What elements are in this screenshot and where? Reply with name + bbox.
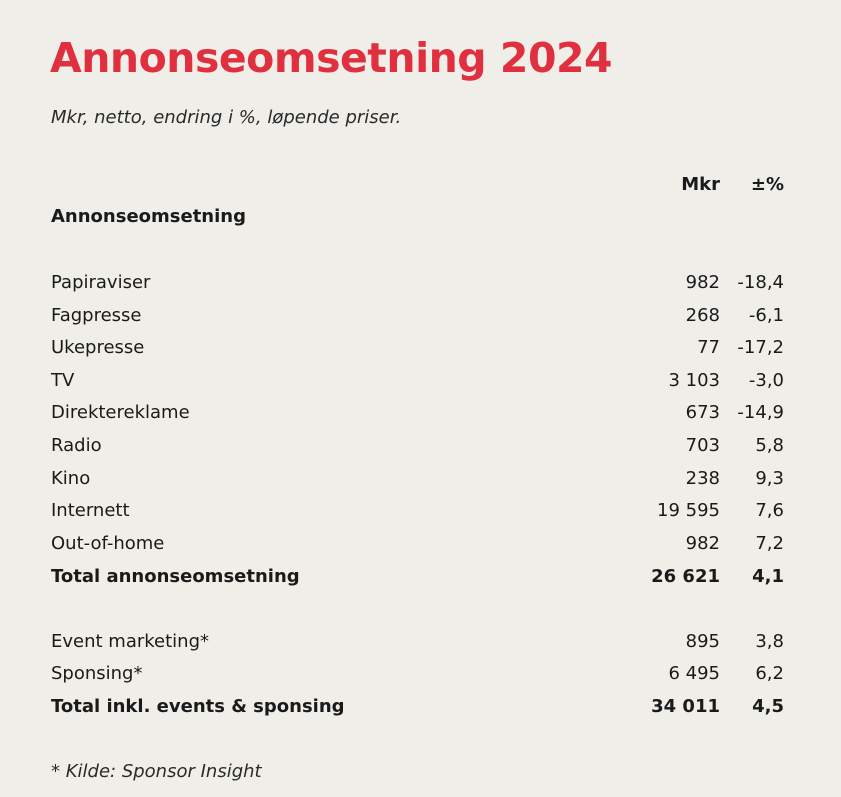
row-pct-value: -18,4 <box>737 272 784 293</box>
row-pct-value: 4,1 <box>752 566 784 587</box>
row-mkr-value: 268 <box>685 305 720 326</box>
row-label: Direktereklame <box>51 402 190 423</box>
row-pct-value: 5,8 <box>755 435 784 456</box>
table-row-tv <box>51 366 784 396</box>
row-pct-value: 9,3 <box>755 468 784 489</box>
row-mkr-value: 673 <box>685 402 720 423</box>
table-row-direktereklame <box>51 398 784 428</box>
row-pct-value: -6,1 <box>748 305 784 326</box>
row-pct-value: 6,2 <box>755 663 784 684</box>
row-pct-value: 4,5 <box>752 696 784 717</box>
total-advertising-row <box>51 562 784 592</box>
table-row-radio <box>51 431 784 461</box>
row-mkr-value: 982 <box>685 272 720 293</box>
column-header-mkr: Mkr <box>681 174 720 195</box>
row-label: Internett <box>51 500 130 521</box>
table-row-kino <box>51 464 784 494</box>
row-label: Total inkl. events & sponsing <box>51 696 345 717</box>
row-mkr-value: 982 <box>685 533 720 554</box>
table-row-out-of-home <box>51 529 784 559</box>
row-pct-value: -14,9 <box>737 402 784 423</box>
row-mkr-value: 34 011 <box>651 696 720 717</box>
row-mkr-value: 26 621 <box>651 566 720 587</box>
row-pct-value: 7,6 <box>755 500 784 521</box>
row-label: TV <box>51 370 75 391</box>
column-header-row <box>51 170 784 200</box>
row-label: Ukepresse <box>51 337 145 358</box>
source-footnote: * Kilde: Sponsor Insight <box>51 761 262 782</box>
row-mkr-value: 895 <box>685 631 720 652</box>
row-label: Radio <box>51 435 102 456</box>
table-row-papiraviser <box>51 268 784 298</box>
row-label: Papiraviser <box>51 272 151 293</box>
row-mkr-value: 3 103 <box>668 370 720 391</box>
row-mkr-value: 19 595 <box>657 500 720 521</box>
table-row-fagpresse <box>51 301 784 331</box>
table-row-event-marketing <box>51 627 784 657</box>
row-mkr-value: 77 <box>697 337 720 358</box>
row-pct-value: -3,0 <box>748 370 784 391</box>
row-label: Out-of-home <box>51 533 165 554</box>
table-row-internett <box>51 496 784 526</box>
table-row-ukepresse <box>51 333 784 363</box>
section-heading-row <box>51 202 784 232</box>
row-label: Event marketing* <box>51 631 210 652</box>
row-mkr-value: 238 <box>685 468 720 489</box>
row-pct-value: 7,2 <box>755 533 784 554</box>
row-mkr-value: 6 495 <box>668 663 720 684</box>
grand-total-row <box>51 692 784 722</box>
table-row-sponsing <box>51 659 784 689</box>
row-label: Total annonseomsetning <box>51 566 300 587</box>
row-label: Sponsing* <box>51 663 143 684</box>
row-mkr-value: 703 <box>685 435 720 456</box>
row-label: Fagpresse <box>51 305 142 326</box>
row-label: Kino <box>51 468 91 489</box>
row-pct-value: -17,2 <box>737 337 784 358</box>
page-title: Annonseomsetning 2024 <box>50 34 613 82</box>
row-pct-value: 3,8 <box>755 631 784 652</box>
section-heading: Annonseomsetning <box>51 206 246 227</box>
column-header-pct: ±% <box>750 174 784 195</box>
page-subtitle: Mkr, netto, endring i %, løpende priser. <box>51 107 402 128</box>
